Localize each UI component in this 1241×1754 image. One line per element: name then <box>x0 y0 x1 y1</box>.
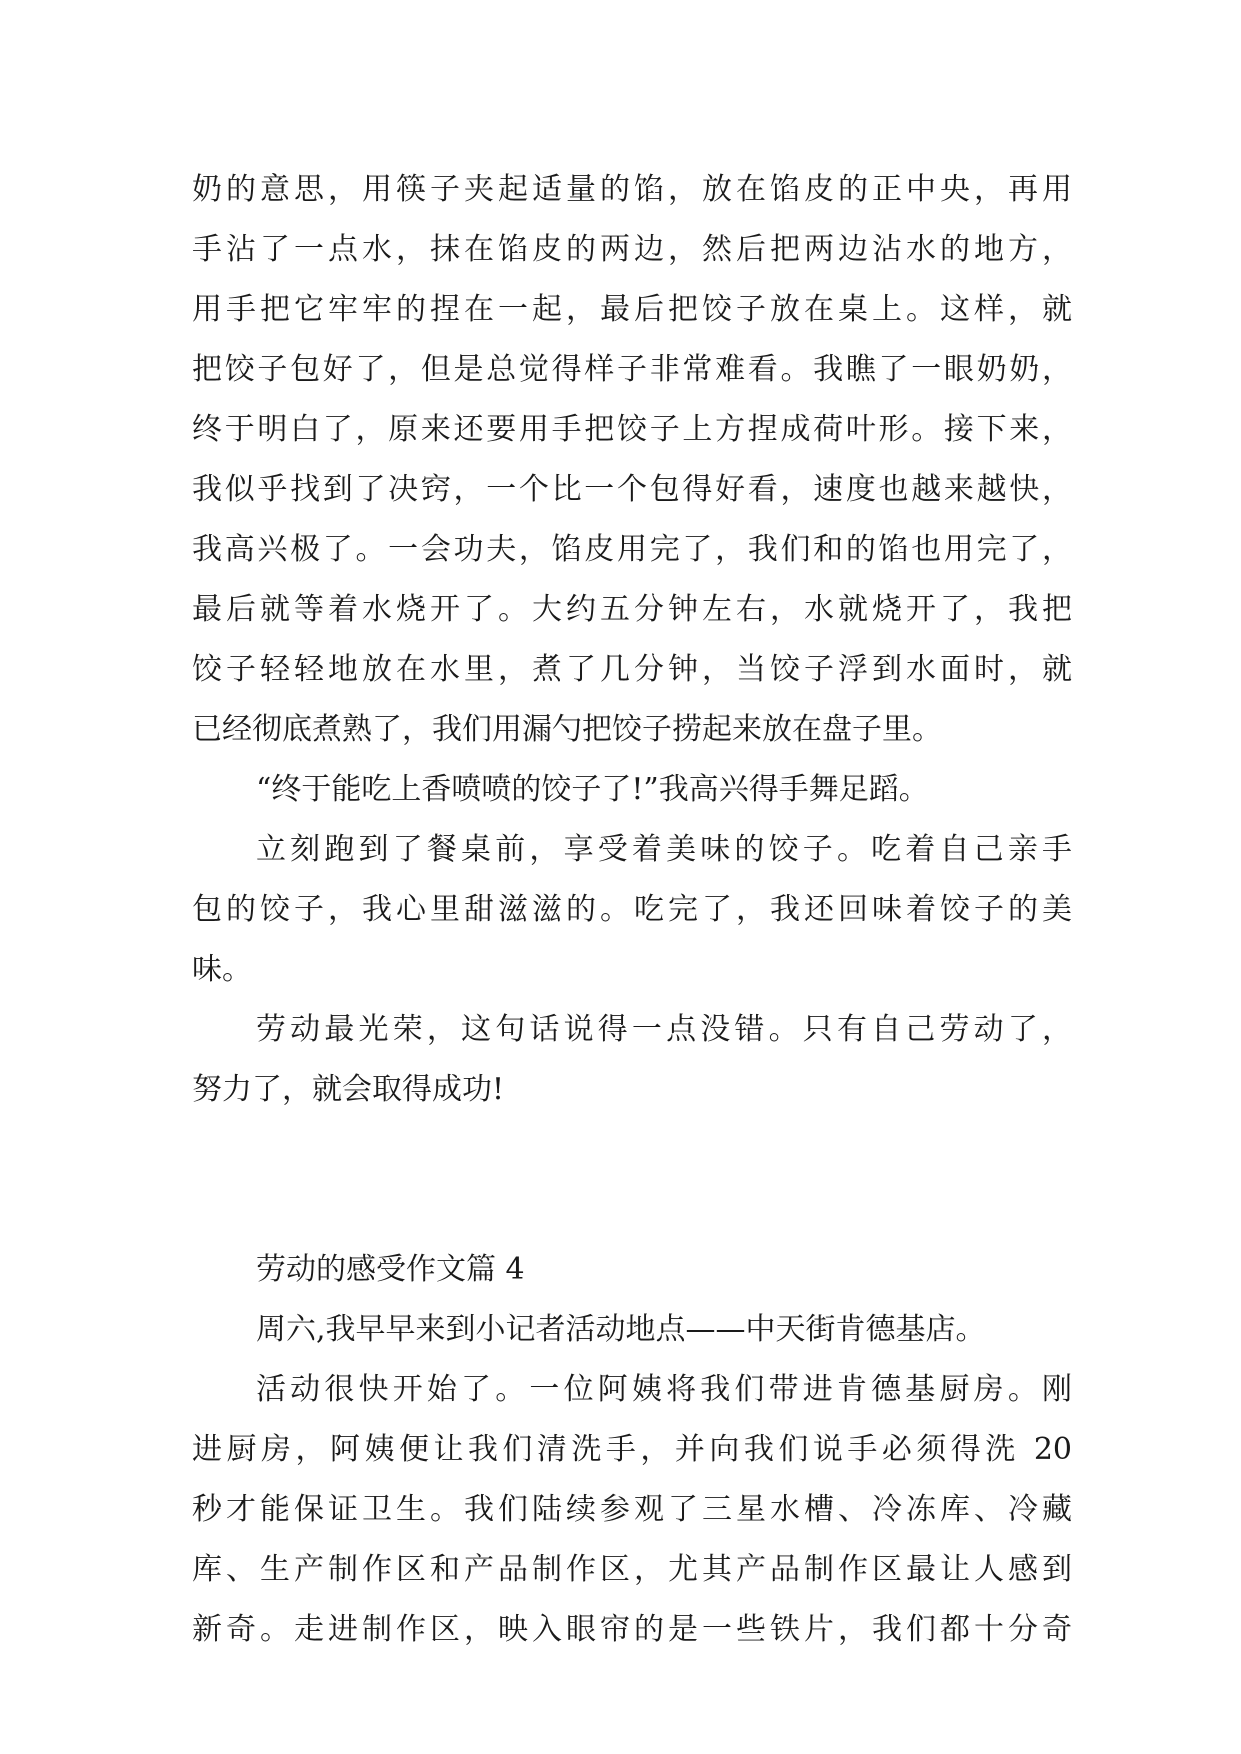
text-line: 手沾了一点水，抹在馅皮的两边，然后把两边沾水的地方， <box>192 232 1072 267</box>
text-line: 把饺子包好了，但是总觉得样子非常难看。我瞧了一眼奶奶， <box>192 352 1072 387</box>
paragraph-eating <box>192 820 1072 1000</box>
text-line: 已经彻底煮熟了，我们用漏勺把饺子捞起来放在盘子里。 <box>192 712 942 747</box>
document-page <box>192 160 1072 1660</box>
text-line: 我似乎找到了决窍，一个比一个包得好看，速度也越来越快， <box>192 472 1072 507</box>
text-line: 库、生产制作区和产品制作区，尤其产品制作区最让人感到 <box>192 1552 1072 1587</box>
text-line: 最后就等着水烧开了。大约五分钟左右，水就烧开了，我把 <box>192 592 1072 627</box>
text-line: 劳动最光荣，这句话说得一点没错。只有自己劳动了， <box>256 1012 1072 1047</box>
text-line: 包的饺子，我心里甜滋滋的。吃完了，我还回味着饺子的美 <box>192 892 1072 927</box>
text-line: 我高兴极了。一会功夫，馅皮用完了，我们和的馅也用完了， <box>192 532 1072 567</box>
text-line: 用手把它牢牢的捏在一起，最后把饺子放在桌上。这样，就 <box>192 292 1072 327</box>
paragraph-dumpling-making <box>192 160 1072 760</box>
paragraph-kitchen-visit <box>192 1360 1072 1660</box>
section-gap <box>192 1120 1072 1240</box>
text-line: 秒才能保证卫生。我们陆续参观了三星水槽、冷冻库、冷藏 <box>192 1492 1072 1527</box>
text-line: 饺子轻轻地放在水里，煮了几分钟，当饺子浮到水面时，就 <box>192 652 1072 687</box>
paragraph-labor-glory <box>192 1000 1072 1120</box>
text-line: 新奇。走进制作区，映入眼帘的是一些铁片，我们都十分奇 <box>192 1612 1072 1647</box>
text-line: 努力了，就会取得成功! <box>192 1072 505 1107</box>
text-line: 终于明白了，原来还要用手把饺子上方捏成荷叶形。接下来， <box>192 412 1072 447</box>
text-line: “终于能吃上香喷喷的饺子了!”我高兴得手舞足蹈。 <box>256 772 929 807</box>
text-line: 奶的意思，用筷子夹起适量的馅，放在馅皮的正中央，再用 <box>192 172 1072 207</box>
text-line: 立刻跑到了餐桌前，享受着美味的饺子。吃着自己亲手 <box>256 832 1072 867</box>
text-line: 味。 <box>192 952 252 987</box>
text-line: 周六,我早早来到小记者活动地点——中天街肯德基店。 <box>256 1312 986 1347</box>
text-line: 活动很快开始了。一位阿姨将我们带进肯德基厨房。刚 <box>256 1372 1072 1407</box>
paragraph-saturday <box>192 1300 1072 1360</box>
section-title: 劳动的感受作文篇 4 <box>256 1252 525 1287</box>
text-line: 进厨房，阿姨便让我们清洗手，并向我们说手必须得洗 20 <box>192 1432 1072 1467</box>
paragraph-quote <box>192 760 1072 820</box>
